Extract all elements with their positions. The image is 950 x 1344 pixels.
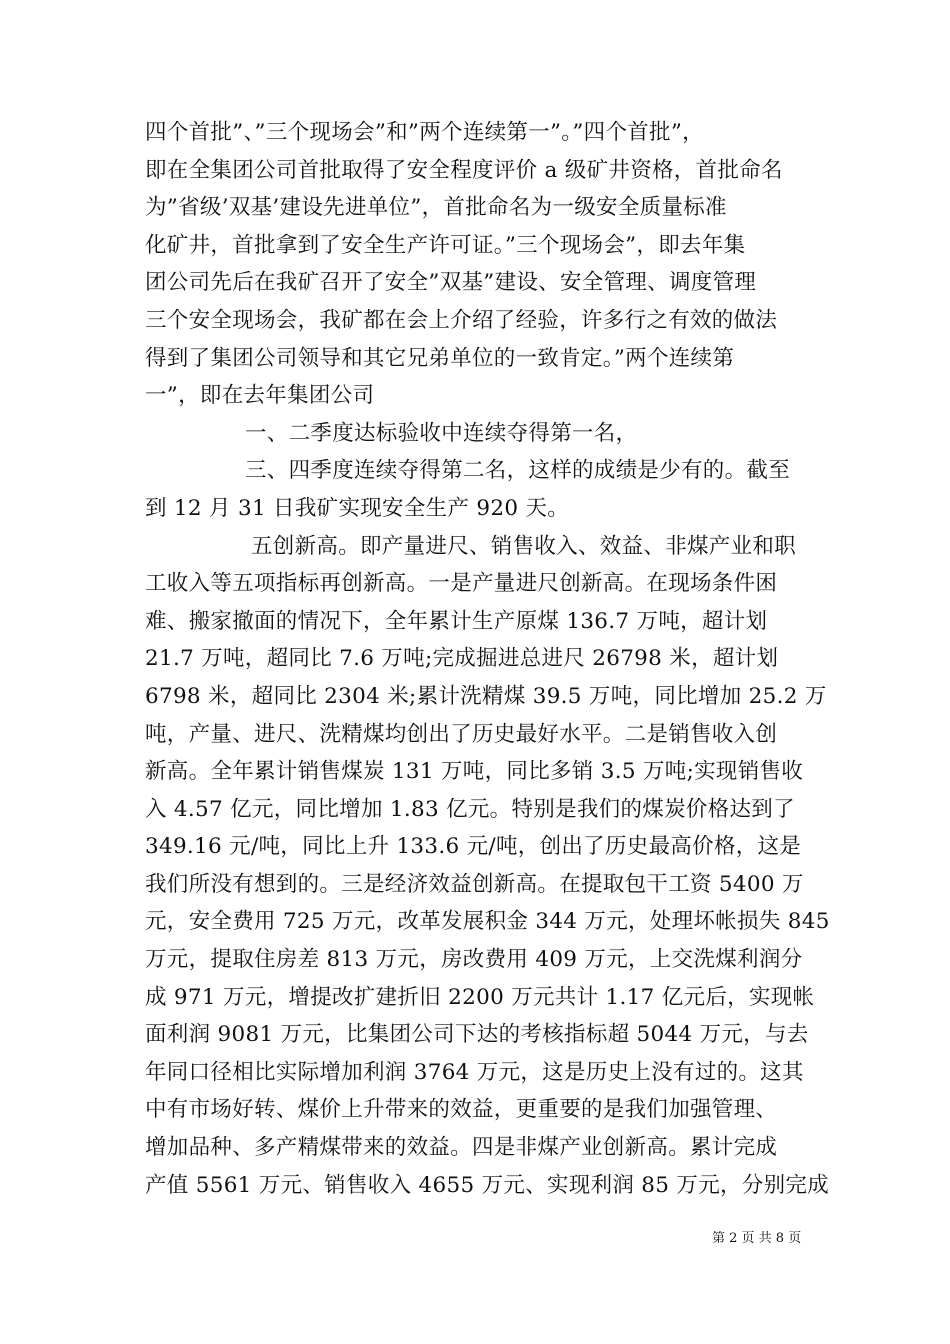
- text-line-11: 到 12 月 31 日我矿实现安全生产 920 天。: [145, 495, 570, 521]
- text-line-22: 元，安全费用 725 万元，改革发展积金 344 万元，处理坏帐损失 845: [145, 909, 830, 935]
- text-line-24: 成 971 万元，增提改扩建折旧 2200 万元共计 1.17 亿元后，实现帐: [145, 984, 815, 1010]
- text-line-16: 6798 米，超同比 2304 米;累计洗精煤 39.5 万吨，同比增加 25.2 万: [145, 683, 827, 709]
- text-line-3: 为”省级’双基’建设先进单位”，首批命名为一级安全质量标准: [145, 195, 727, 221]
- text-line-21: 我们所没有想到的。三是经济效益创新高。在提取包干工资 5400 万: [145, 871, 804, 897]
- text-line-10: 三、四季度连续夺得第二名，这样的成绩是少有的。截至: [245, 458, 791, 484]
- text-line-9: 一、二季度达标验收中连续夺得第一名，: [245, 420, 638, 446]
- text-line-6: 三个安全现场会，我矿都在会上介绍了经验，许多行之有效的做法: [145, 307, 778, 333]
- text-line-27: 中有市场好转、煤价上升带来的效益，更重要的是我们加强管理、: [145, 1097, 778, 1123]
- text-line-13: 工收入等五项指标再创新高。一是产量进尺创新高。在现场条件困: [145, 571, 778, 597]
- text-line-14: 难、搬家撤面的情况下，全年累计生产原煤 136.7 万吨，超计划: [145, 608, 768, 634]
- text-line-18: 新高。全年累计销售煤炭 131 万吨，同比多销 3.5 万吨;实现销售收: [145, 759, 804, 785]
- text-line-20: 349.16 元/吨，同比上升 133.6 元/吨，创出了历史最高价格，这是: [145, 834, 802, 860]
- page-number: 第 2 页 共 8 页: [712, 1231, 802, 1246]
- document-body: [145, 114, 830, 1204]
- text-line-28: 增加品种、多产精煤带来的效益。四是非煤产业创新高。累计完成: [145, 1135, 778, 1161]
- text-line-17: 吨，产量、进尺、洗精煤均创出了历史最好水平。二是销售收入创: [145, 721, 778, 747]
- text-line-25: 面利润 9081 万元，比集团公司下达的考核指标超 5044 万元，与去: [145, 1022, 809, 1048]
- text-line-26: 年同口径相比实际增加利润 3764 万元，这是历史上没有过的。这其: [145, 1059, 804, 1085]
- text-line-4: 化矿井，首批拿到了安全生产许可证。”三个现场会”，即去年集: [145, 232, 746, 258]
- text-line-1: 四个首批”、”三个现场会”和”两个连续第一”。”四个首批”，: [145, 120, 704, 145]
- text-line-5: 团公司先后在我矿召开了安全”双基”建设、安全管理、调度管理: [145, 270, 757, 296]
- text-line-7: 得到了集团公司领导和其它兄弟单位的一致肯定。”两个连续第: [145, 345, 735, 371]
- text-line-8: 一”，即在去年集团公司: [145, 383, 375, 409]
- text-line-19: 入 4.57 亿元，同比增加 1.83 亿元。特别是我们的煤炭价格达到了: [145, 796, 795, 822]
- text-line-29: 产值 5561 万元、销售收入 4655 万元、实现利润 85 万元，分别完成: [145, 1172, 829, 1198]
- text-line-23: 万元，提取住房差 813 万元，房改费用 409 万元，上交洗煤利润分: [145, 947, 803, 973]
- text-line-12: 五创新高。即产量进尺、销售收入、效益、非煤产业和职: [251, 533, 797, 559]
- text-line-15: 21.7 万吨，超同比 7.6 万吨;完成掘进总进尺 26798 米，超计划: [145, 646, 779, 672]
- text-line-2: 即在全集团公司首批取得了安全程度评价 a 级矿井资格，首批命名: [145, 157, 783, 183]
